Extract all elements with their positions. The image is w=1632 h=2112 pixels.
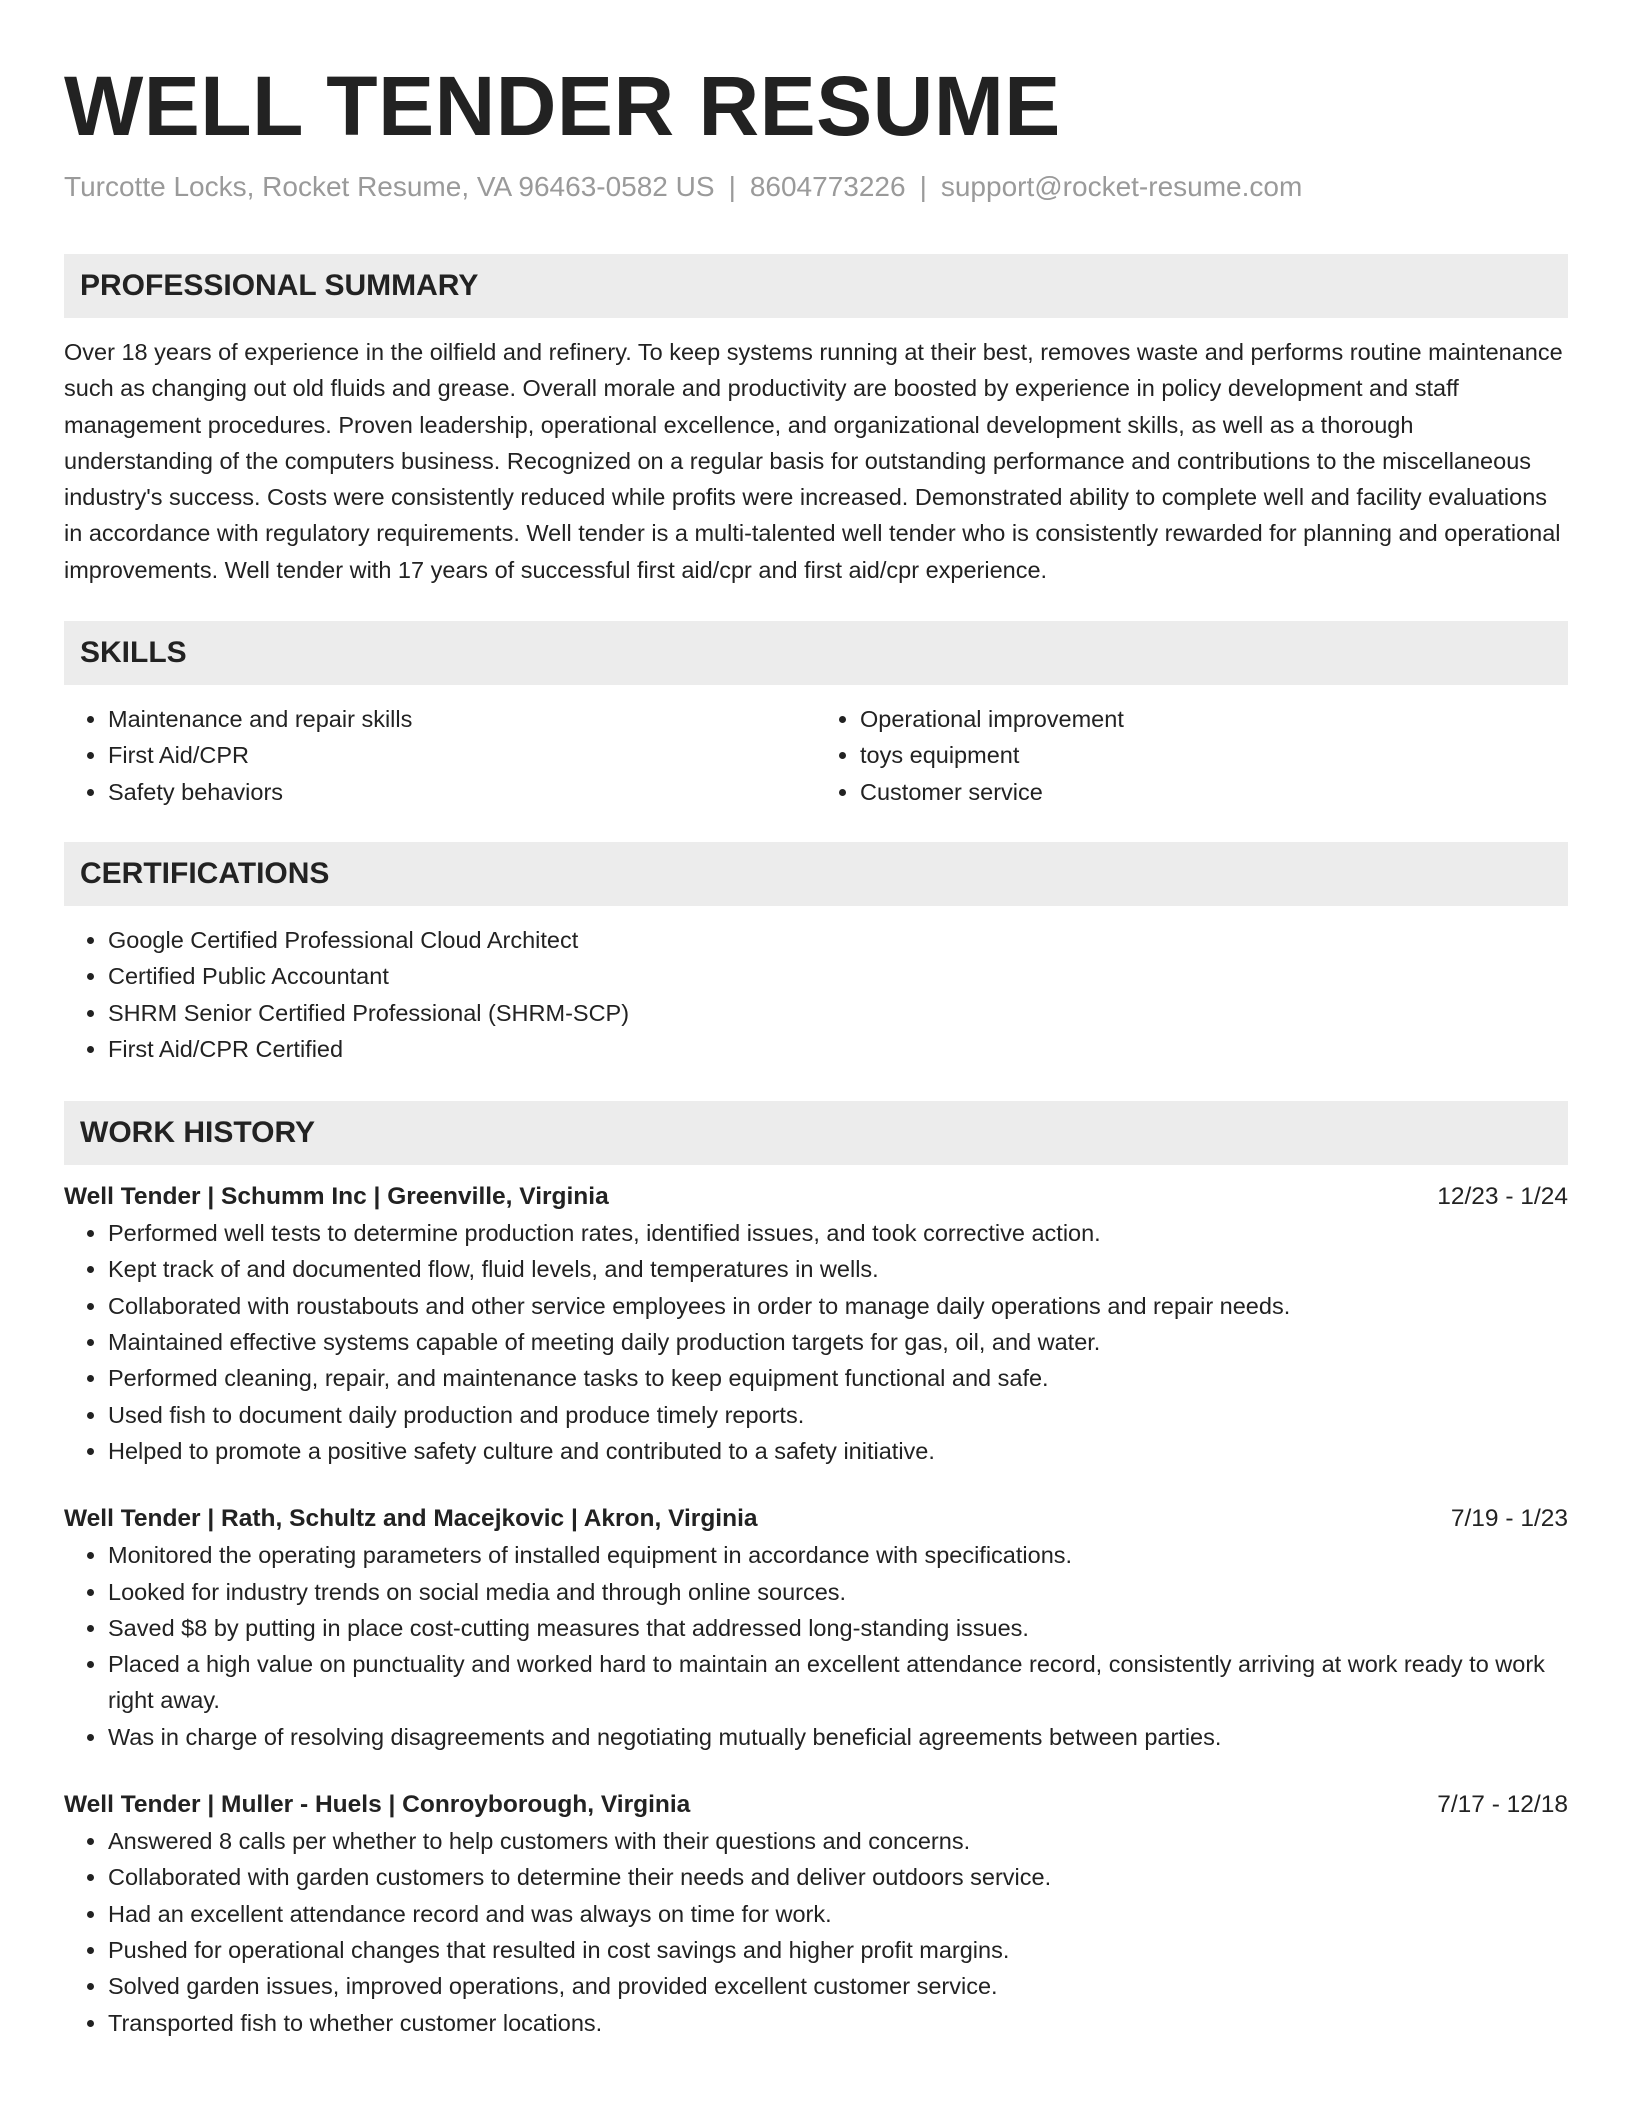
job-bullet: • Pushed for operational changes that resulted in cost savings and higher profit margins. bbox=[108, 1932, 1568, 1968]
contact-separator: | bbox=[728, 171, 736, 202]
job-bullet-list bbox=[64, 1823, 1568, 2041]
job-bullet-list bbox=[64, 1537, 1568, 1755]
job-bullet: • Transported fish to whether customer locations. bbox=[108, 2005, 1568, 2041]
job-bullet: • Helped to promote a positive safety culture and contributed to a safety initiative. bbox=[108, 1433, 1568, 1469]
skill-item: • Operational improvement bbox=[860, 701, 1568, 737]
job-bullet: • Performed well tests to determine production rates, identified issues, and took corrective action. bbox=[108, 1215, 1568, 1251]
section-header-skills: SKILLS bbox=[64, 621, 1568, 685]
contact-email[interactable]: support@rocket-resume.com bbox=[940, 171, 1303, 202]
job-title: Well Tender | Schumm Inc | Greenville, Virginia bbox=[64, 1183, 609, 1211]
job-bullet: • Monitored the operating parameters of installed equipment in accordance with specifications. bbox=[108, 1537, 1568, 1573]
job-bullet: • Used fish to document daily production and produce timely reports. bbox=[108, 1397, 1568, 1433]
job-entry bbox=[64, 1787, 1568, 2041]
job-bullet: • Collaborated with garden customers to determine their needs and deliver outdoors service. bbox=[108, 1859, 1568, 1895]
job-title: Well Tender | Rath, Schultz and Macejkovic | Akron, Virginia bbox=[64, 1505, 758, 1533]
skill-item: • toys equipment bbox=[860, 737, 1568, 773]
certification-item: • Certified Public Accountant bbox=[108, 958, 1568, 994]
job-header bbox=[64, 1501, 1568, 1537]
certification-item: • Google Certified Professional Cloud Architect bbox=[108, 922, 1568, 958]
skills-column-left bbox=[64, 701, 816, 810]
certifications-list bbox=[64, 922, 1568, 1067]
job-bullet: • Was in charge of resolving disagreements and negotiating mutually beneficial agreements between parties. bbox=[108, 1719, 1568, 1755]
job-bullet: • Collaborated with roustabouts and other service employees in order to manage daily operations and repair needs. bbox=[108, 1288, 1568, 1324]
skills-column-right bbox=[816, 701, 1568, 810]
certification-item: • SHRM Senior Certified Professional (SHRM-SCP) bbox=[108, 995, 1568, 1031]
job-bullet: • Saved $8 by putting in place cost-cutting measures that addressed long-standing issues. bbox=[108, 1610, 1568, 1646]
job-bullet: • Had an excellent attendance record and was always on time for work. bbox=[108, 1896, 1568, 1932]
contact-phone: 8604773226 bbox=[749, 171, 906, 202]
skill-item: • Customer service bbox=[860, 774, 1568, 810]
job-title: Well Tender | Muller - Huels | Conroyborough, Virginia bbox=[64, 1791, 691, 1819]
job-header bbox=[64, 1179, 1568, 1215]
job-bullet: • Performed cleaning, repair, and maintenance tasks to keep equipment functional and safe. bbox=[108, 1360, 1568, 1396]
section-header-work-history: WORK HISTORY bbox=[64, 1101, 1568, 1165]
contact-separator: | bbox=[919, 171, 927, 202]
skill-item: • First Aid/CPR bbox=[108, 737, 816, 773]
section-header-summary: PROFESSIONAL SUMMARY bbox=[64, 254, 1568, 318]
job-bullet: • Placed a high value on punctuality and worked hard to maintain an excellent attendance record, consistently arriving at work ready to work right away. bbox=[108, 1646, 1568, 1719]
resume-title: WELL TENDER RESUME bbox=[64, 59, 1061, 153]
job-bullet: • Solved garden issues, improved operations, and provided excellent customer service. bbox=[108, 1968, 1568, 2004]
job-bullet: • Kept track of and documented flow, fluid levels, and temperatures in wells. bbox=[108, 1251, 1568, 1287]
contact-address: Turcotte Locks, Rocket Resume, VA 96463-0582 US bbox=[64, 171, 715, 202]
skills-list bbox=[64, 701, 1568, 810]
summary-text: Over 18 years of experience in the oilfield and refinery. To keep systems running at their best, removes waste and performs routine maintenance such as changing out old fluids and grease. Overall morale and productivity are boosted by experience in policy development and staff management procedures. Proven leadership, operational excellence, and organizational development skills, as well as a thorough understanding of the computers business. Recognized on a regular basis for outstanding performance and contributions to the miscellaneous industry's success. Costs were consistently reduced while profits were increased. Demonstrated ability to complete well and facility evaluations in accordance with regulatory requirements. Well tender is a multi-talented well tender who is consistently rewarded for planning and operational improvements. Well tender with 17 years of successful first aid/cpr and first aid/cpr experience. bbox=[64, 339, 1563, 583]
skill-item: • Maintenance and repair skills bbox=[108, 701, 816, 737]
job-dates: 7/17 - 12/18 bbox=[1437, 1791, 1568, 1819]
job-header bbox=[64, 1787, 1568, 1823]
certification-item: • First Aid/CPR Certified bbox=[108, 1031, 1568, 1067]
job-entry bbox=[64, 1179, 1568, 1469]
section-header-certifications: CERTIFICATIONS bbox=[64, 842, 1568, 906]
resume-page bbox=[64, 0, 1568, 2041]
job-bullet: • Answered 8 calls per whether to help customers with their questions and concerns. bbox=[108, 1823, 1568, 1859]
job-dates: 7/19 - 1/23 bbox=[1450, 1505, 1568, 1533]
job-bullet: • Maintained effective systems capable of meeting daily production targets for gas, oil, and water. bbox=[108, 1324, 1568, 1360]
job-bullet: • Looked for industry trends on social media and through online sources. bbox=[108, 1574, 1568, 1610]
contact-line bbox=[64, 170, 1568, 204]
job-dates: 12/23 - 1/24 bbox=[1437, 1183, 1568, 1211]
skill-item: • Safety behaviors bbox=[108, 774, 816, 810]
job-bullet-list bbox=[64, 1215, 1568, 1469]
job-entry bbox=[64, 1501, 1568, 1755]
